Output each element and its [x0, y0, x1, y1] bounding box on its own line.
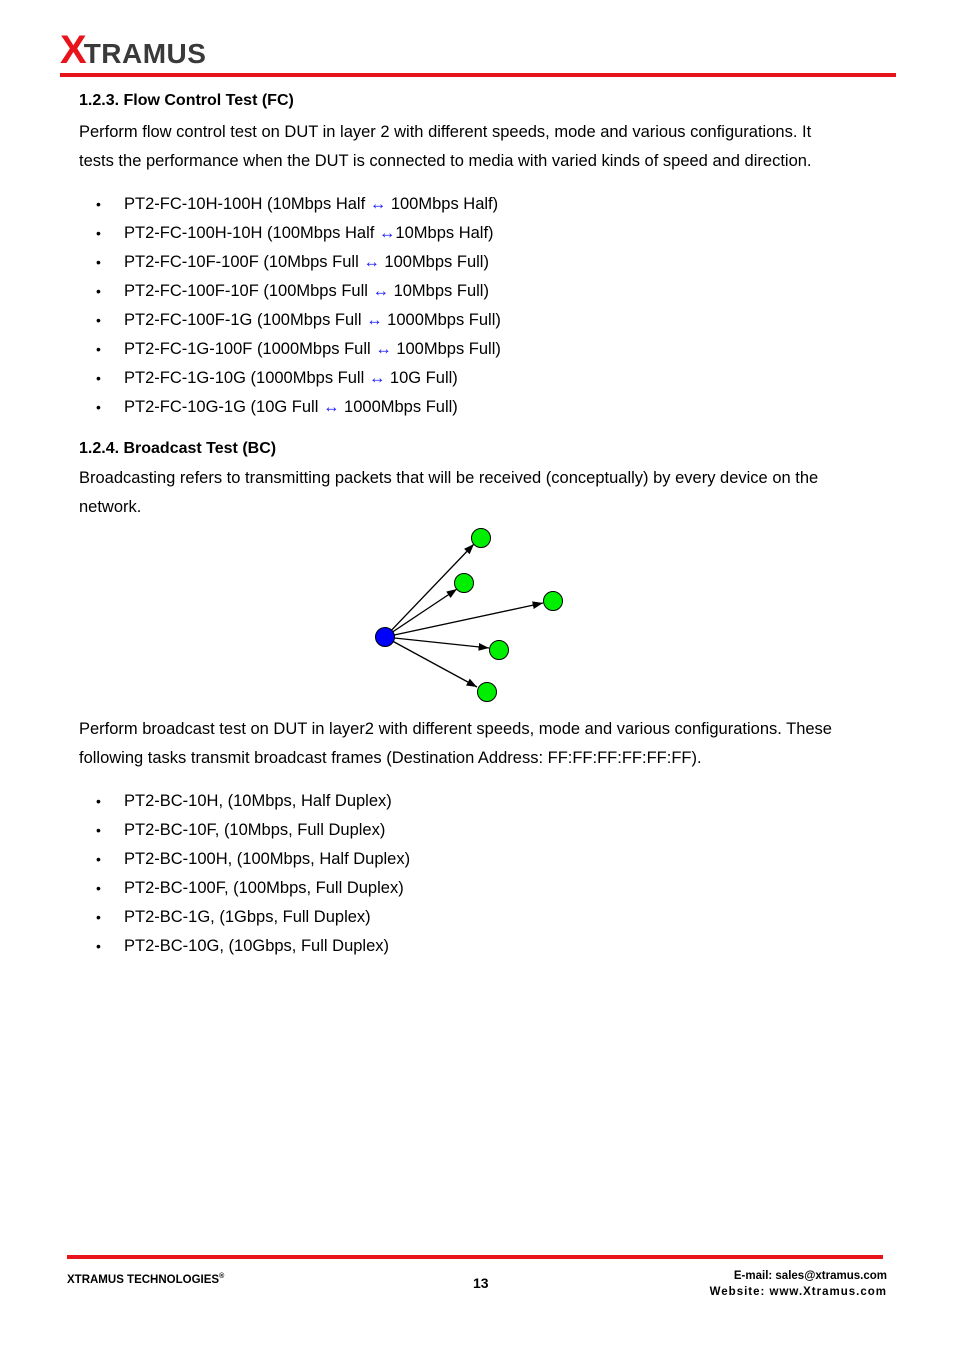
- target-node: [490, 641, 509, 660]
- list-item: • PT2-BC-10G, (10Gbps, Full Duplex): [79, 932, 894, 961]
- bidirectional-arrow-icon: ↔: [366, 311, 383, 329]
- bidirectional-arrow-icon: ↔: [372, 282, 389, 300]
- edge: [385, 637, 489, 648]
- target-node: [472, 529, 491, 548]
- xtramus-logo: [60, 30, 206, 70]
- footer-contact: [710, 1268, 887, 1300]
- footer-company: XTRAMUS TECHNOLOGIES®: [67, 1273, 225, 1286]
- bc-desc-line1: Perform broadcast test on DUT in layer2 with different speeds, mode and various configurations. These: [79, 720, 832, 738]
- list-item: • PT2-FC-10G-1G (10G Full ↔ 1000Mbps Full): [79, 393, 894, 422]
- bidirectional-arrow-icon: ↔: [369, 195, 387, 213]
- edge: [385, 637, 477, 687]
- list-item: • PT2-FC-1G-10G (1000Mbps Full ↔ 10G Full): [79, 364, 894, 393]
- broadcast-edges: [385, 544, 543, 687]
- fc-intro-line1: Perform flow control test on DUT in layer 2 with different speeds, mode and various configurations. It: [79, 123, 812, 141]
- bc-desc-line2: following tasks transmit broadcast frames (Destination Address: FF:FF:FF:FF:FF:FF).: [79, 749, 702, 767]
- list-item: • PT2-FC-1G-100F (1000Mbps Full ↔ 100Mbps Full): [79, 335, 894, 364]
- fc-intro-line2: tests the performance when the DUT is connected to media with varied kinds of speed and direction.: [79, 152, 812, 170]
- bidirectional-arrow-icon: ↔: [363, 253, 380, 271]
- fc-list: [79, 190, 894, 422]
- list-item: • PT2-BC-1G, (1Gbps, Full Duplex): [79, 903, 894, 932]
- logo-text: TRAMUS: [83, 38, 207, 69]
- bidirectional-arrow-icon: ↔: [322, 398, 340, 416]
- footer-website: Website: www.Xtramus.com: [709, 1286, 887, 1298]
- list-item: • PT2-FC-10H-100H (10Mbps Half ↔ 100Mbps Half): [79, 190, 894, 219]
- target-node: [455, 574, 474, 593]
- bidirectional-arrow-icon: ↔: [368, 369, 386, 387]
- broadcast-diagram: [370, 525, 570, 710]
- bidirectional-arrow-icon: ↔: [378, 224, 396, 242]
- bc-list: [79, 787, 894, 961]
- list-item: • PT2-BC-10H, (10Mbps, Half Duplex): [79, 787, 894, 816]
- list-item: • PT2-FC-100H-10H (100Mbps Half ↔10Mbps Half): [79, 219, 894, 248]
- list-item: • PT2-FC-10F-100F (10Mbps Full ↔ 100Mbps Full): [79, 248, 894, 277]
- target-node: [544, 592, 563, 611]
- edge: [385, 603, 543, 637]
- bc-intro-line2: network.: [79, 498, 142, 516]
- list-item: • PT2-BC-100F, (100Mbps, Full Duplex): [79, 874, 894, 903]
- bidirectional-arrow-icon: ↔: [375, 340, 392, 358]
- header-rule: [60, 73, 896, 77]
- list-item: • PT2-FC-100F-1G (100Mbps Full ↔ 1000Mbps Full): [79, 306, 894, 335]
- logo-x: X: [60, 28, 86, 72]
- list-item: • PT2-BC-100H, (100Mbps, Half Duplex): [79, 845, 894, 874]
- fc-heading: 1.2.3. Flow Control Test (FC): [79, 92, 294, 109]
- page-number: 13: [473, 1275, 489, 1291]
- list-item: • PT2-FC-100F-10F (100Mbps Full ↔ 10Mbps Full): [79, 277, 894, 306]
- bc-intro-line1: Broadcasting refers to transmitting packets that will be received (conceptually) by every device on the: [79, 469, 819, 487]
- footer-email: E-mail: sales@xtramus.com: [733, 1270, 887, 1282]
- bc-heading: 1.2.4. Broadcast Test (BC): [79, 440, 277, 457]
- footer-rule: [67, 1255, 883, 1259]
- target-node: [478, 683, 497, 702]
- source-node: [376, 628, 395, 647]
- list-item: • PT2-BC-10F, (10Mbps, Full Duplex): [79, 816, 894, 845]
